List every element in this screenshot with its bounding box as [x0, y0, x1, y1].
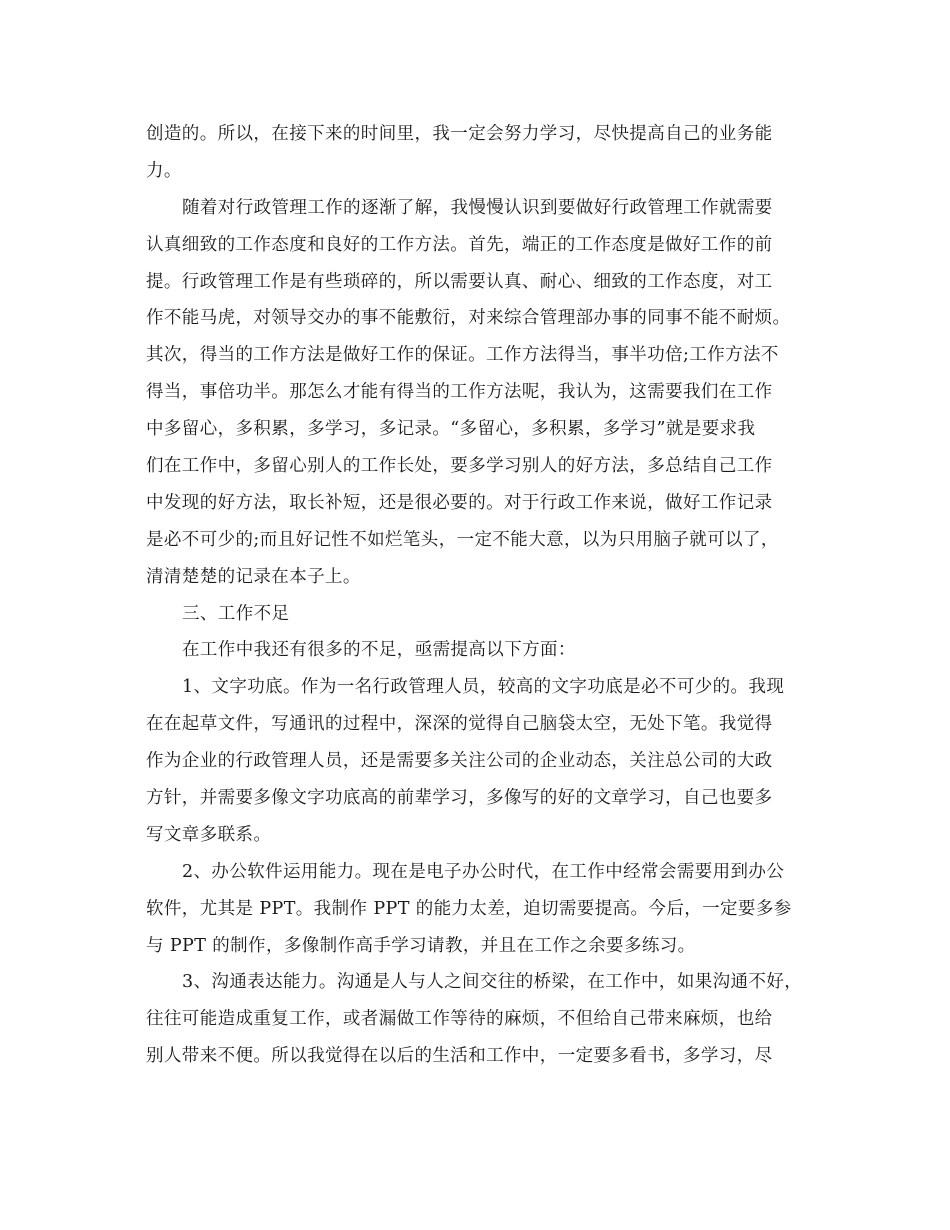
- text-line: 力。: [146, 160, 182, 181]
- text-line: 与 PPT 的制作，多像制作高手学习请教，并且在工作之余要多练习。: [146, 935, 696, 956]
- text-line: 2、办公软件运用能力。现在是电子办公时代，在工作中经常会需要用到办公: [182, 861, 785, 882]
- text-line: 在在起草文件，写通讯的过程中，深深的觉得自己脑袋太空，无处下笔。我觉得: [146, 714, 773, 735]
- text-line: 清清楚楚的记录在本子上。: [146, 566, 361, 587]
- text-line: 提。行政管理工作是有些琐碎的，所以需要认真、耐心、细致的工作态度，对工: [146, 271, 773, 292]
- text-line: 写文章多联系。: [146, 824, 272, 845]
- text-line: 随着对行政管理工作的逐渐了解，我慢慢认识到要做好行政管理工作就需要: [182, 197, 773, 218]
- text-line: 3、沟通表达能力。沟通是人与人之间交往的桥梁，在工作中，如果沟通不好，: [182, 972, 803, 993]
- text-line: 中发现的好方法，取长补短，还是很必要的。对于行政工作来说，做好工作记录: [146, 492, 773, 513]
- text-line: 们在工作中，多留心别人的工作长处，要多学习别人的好方法，多总结自己工作: [146, 456, 773, 477]
- text-line: 创造的。所以，在接下来的时间里，我一定会努力学习，尽快提高自己的业务能: [146, 124, 773, 144]
- text-line: 软件，尤其是 PPT。我制作 PPT 的能力太差，迫切需要提高。今后，一定要多参: [146, 898, 792, 919]
- text-line: 作不能马虎，对领导交办的事不能敷衍，对来综合管理部办事的同事不能不耐烦。: [146, 308, 791, 329]
- text-line: 是必不可少的;而且好记性不如烂笔头，一定不能大意，以为只用脑子就可以了，: [146, 529, 779, 550]
- text-line: 在工作中我还有很多的不足，亟需提高以下方面：: [182, 640, 576, 661]
- text-line: 别人带来不便。所以我觉得在以后的生活和工作中，一定要多看书，多学习，尽: [146, 1046, 773, 1067]
- text-line: 其次，得当的工作方法是做好工作的保证。工作方法得当，事半功倍;工作方法不: [146, 345, 779, 366]
- text-line: 作为企业的行政管理人员，还是需要多关注公司的企业动态，关注总公司的大政: [146, 751, 773, 772]
- text-line: 方针，并需要多像文字功底高的前辈学习，多像写的好的文章学习，自己也要多: [146, 788, 773, 809]
- text-line: 1、文字功底。作为一名行政管理人员，较高的文字功底是必不可少的。我现: [182, 677, 785, 698]
- text-line: 中多留心，多积累，多学习，多记录。“多留心，多积累，多学习”就是要求我: [146, 419, 756, 440]
- document-body: [146, 116, 826, 1075]
- text-line: 往往可能造成重复工作，或者漏做工作等待的麻烦，不但给自己带来麻烦，也给: [146, 1009, 773, 1030]
- text-line: 认真细致的工作态度和良好的工作方法。首先，端正的工作态度是做好工作的前: [146, 234, 773, 255]
- text-line: 三、工作不足: [182, 603, 290, 624]
- text-line: 得当，事倍功半。那怎么才能有得当的工作方法呢，我认为，这需要我们在工作: [146, 382, 773, 403]
